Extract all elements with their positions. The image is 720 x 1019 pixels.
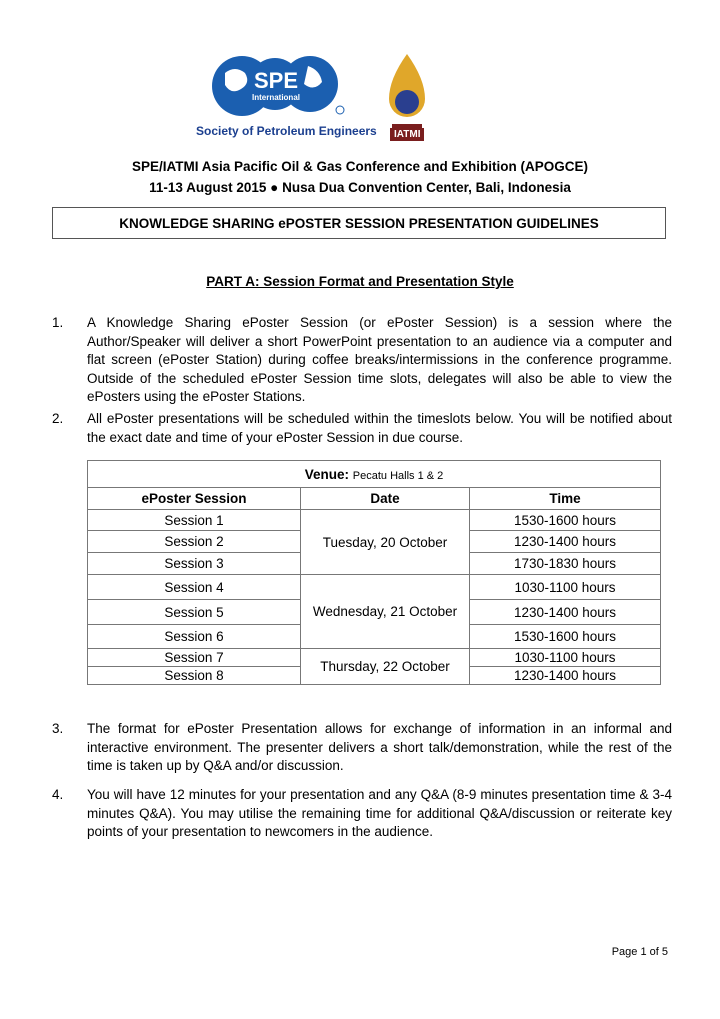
session-cell: Session 7 bbox=[88, 649, 301, 667]
list-item bbox=[52, 410, 672, 450]
session-cell: Session 3 bbox=[88, 553, 301, 575]
item-text: A Knowledge Sharing ePoster Session (or ePoster Session) is a session where the Author/Speaker will deliver a short PowerPoint presentation to an audience via a computer and flat screen (ePoster Station) during coffee breaks/intermissions in the conference programme. Outside of the scheduled ePoster Session time slots, delegates will also be able to view the ePosters using the ePoster Stations. bbox=[87, 315, 672, 404]
item-number: 4. bbox=[52, 787, 64, 802]
time-cell: 1530-1600 hours bbox=[470, 625, 661, 649]
session-cell: Session 5 bbox=[88, 600, 301, 625]
sessions-table bbox=[87, 460, 661, 685]
iatmi-text: IATMI bbox=[390, 128, 424, 141]
time-cell: 1230-1400 hours bbox=[470, 600, 661, 625]
item-text: All ePoster presentations will be scheduled within the timeslots below. You will be notified about the exact date and time of your ePoster Session in due course. bbox=[87, 411, 672, 445]
list-item bbox=[52, 720, 672, 780]
conference-title-line1: SPE/IATMI Asia Pacific Oil & Gas Conference and Exhibition (APOGCE) bbox=[131, 159, 589, 174]
date-cell: Wednesday, 21 October bbox=[301, 575, 470, 649]
date-cell: Tuesday, 20 October bbox=[301, 510, 470, 575]
venue-cell bbox=[88, 461, 661, 488]
guidelines-title: KNOWLEDGE SHARING ePOSTER SESSION PRESENTATION GUIDELINES bbox=[119, 215, 599, 231]
conference-title-line2: 11-13 August 2015 ● Nusa Dua Convention Center, Bali, Indonesia bbox=[149, 180, 571, 195]
time-cell: 1730-1830 hours bbox=[470, 553, 661, 575]
item-number: 3. bbox=[52, 721, 64, 736]
table-header-row bbox=[88, 488, 661, 510]
time-cell: 1030-1100 hours bbox=[470, 575, 661, 600]
spe-logo-subtext: International bbox=[251, 93, 301, 102]
table-row bbox=[88, 649, 661, 667]
item-text: The format for ePoster Presentation allows for exchange of information in an informal and interactive environment. The presenter delivers a short talk/demonstration, while the rest of the time is taken up by Q&A and/or discussion. bbox=[87, 721, 672, 773]
page-number: Page 1 of 5 bbox=[611, 946, 668, 958]
session-cell: Session 2 bbox=[88, 531, 301, 553]
header-session: ePoster Session bbox=[88, 488, 301, 510]
guidelines-title-box bbox=[52, 207, 666, 239]
session-cell: Session 6 bbox=[88, 625, 301, 649]
item-text: You will have 12 minutes for your presentation and any Q&A (8-9 minutes presentation time & 3-4 minutes Q&A). You may utilise the remaining time for additional Q&A/discussion or reiterate key points of your presentation to newcomers in the audience. bbox=[87, 787, 672, 839]
venue-label: Venue: bbox=[304, 466, 349, 482]
item-number: 2. bbox=[52, 411, 64, 426]
spe-caption: Society of Petroleum Engineers bbox=[196, 124, 377, 138]
venue-row bbox=[88, 461, 661, 488]
table-row bbox=[88, 575, 661, 600]
date-cell: Thursday, 22 October bbox=[301, 649, 470, 685]
spe-logo-text: SPE bbox=[253, 68, 299, 93]
header-logos bbox=[190, 48, 450, 143]
list-item bbox=[52, 786, 672, 846]
list-item bbox=[52, 314, 672, 404]
item-number: 1. bbox=[52, 315, 64, 330]
session-cell: Session 1 bbox=[88, 510, 301, 531]
conference-title bbox=[0, 156, 720, 198]
part-a-heading: PART A: Session Format and Presentation Style bbox=[206, 274, 514, 289]
time-cell: 1530-1600 hours bbox=[470, 510, 661, 531]
time-cell: 1030-1100 hours bbox=[470, 649, 661, 667]
session-cell: Session 8 bbox=[88, 667, 301, 685]
time-cell: 1230-1400 hours bbox=[470, 667, 661, 685]
venue-value: Pecatu Halls 1 & 2 bbox=[352, 469, 444, 482]
header-time: Time bbox=[470, 488, 661, 510]
table-row bbox=[88, 510, 661, 531]
session-cell: Session 4 bbox=[88, 575, 301, 600]
time-cell: 1230-1400 hours bbox=[470, 531, 661, 553]
header-date: Date bbox=[301, 488, 470, 510]
